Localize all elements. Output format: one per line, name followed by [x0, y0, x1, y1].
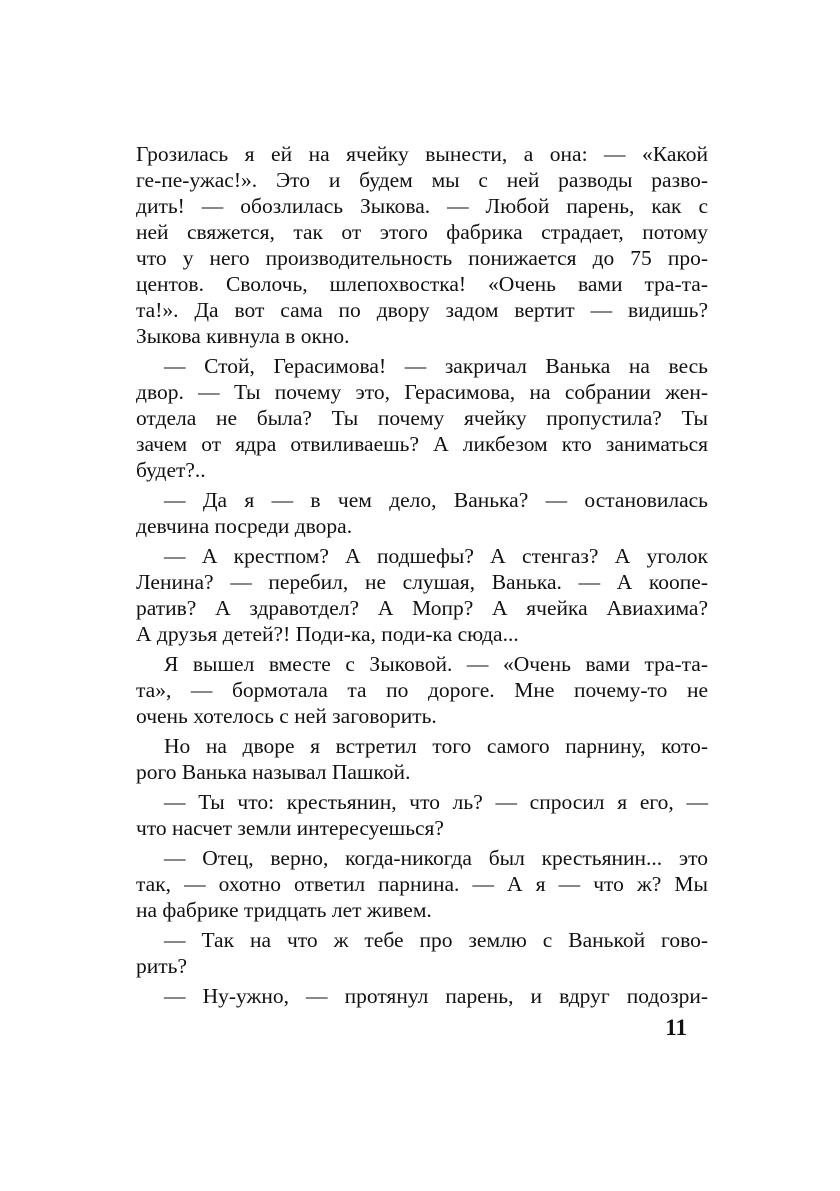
text-line: дить! — обозлилась Зыкова. — Любой парень, как с	[136, 194, 708, 218]
text-line: — Отец, верно, когда-никогда был крестьянин... это	[164, 846, 708, 870]
text-line: — Так на что ж тебе про землю с Ванькой гово-	[164, 928, 708, 952]
text-line: Грозилась я ей на ячейку вынести, а она: — «Какой	[136, 142, 708, 166]
text-line: будет?..	[136, 458, 206, 482]
text-line: на фабрике тридцать лет живем.	[136, 898, 432, 922]
text-line: рить?	[136, 954, 187, 978]
text-line: так, — охотно ответил парнина. — А я — что ж? Мы	[136, 872, 708, 896]
text-line: Зыкова кивнула в окно.	[136, 324, 350, 348]
text-line: ге-пе-ужас!». Это и будем мы с ней разводы разво-	[136, 168, 708, 192]
text-line: что у него производительность понижается до 75 про-	[136, 246, 708, 270]
text-line: Я вышел вместе с Зыковой. — «Очень вами тра-та-	[164, 652, 708, 676]
text-line: зачем от ядра отвиливаешь? А ликбезом кто заниматься	[136, 432, 708, 456]
text-line: центов. Сволочь, шлепохвостка! «Очень вами тра-та-	[136, 272, 708, 296]
page-number: 11	[665, 1015, 687, 1040]
text-line: очень хотелось с ней заговорить.	[136, 704, 437, 728]
text-line: — Стой, Герасимова! — закричал Ванька на весь	[164, 354, 708, 378]
text-line: ратив? А здравотдел? А Мопр? А ячейка Авиахима?	[136, 596, 708, 620]
text-line: — А крестпом? А подшефы? А стенгаз? А уголок	[164, 544, 708, 568]
text-line: — Ну-ужно, — протянул парень, и вдруг подозри-	[164, 984, 708, 1008]
page-body-text	[136, 141, 708, 1009]
text-line: что насчет земли интересуешься?	[136, 816, 444, 840]
text-line: рого Ванька называл Пашкой.	[136, 760, 411, 784]
text-line: двор. — Ты почему это, Герасимова, на собрании жен-	[136, 380, 708, 404]
text-line: Ленина? — перебил, не слушая, Ванька. — А коопе-	[136, 570, 708, 594]
text-line: отдела не была? Ты почему ячейку пропустила? Ты	[136, 406, 708, 430]
text-line: А друзья детей?! Поди-ка, поди-ка сюда...	[136, 622, 519, 646]
text-line: та!». Да вот сама по двору задом вертит — видишь?	[136, 298, 708, 322]
text-line: девчина посреди двора.	[136, 514, 353, 538]
text-line: ней свяжется, так от этого фабрика страдает, потому	[136, 220, 708, 244]
text-line: — Ты что: крестьянин, что ль? — спросил я его, —	[164, 790, 708, 814]
text-line: — Да я — в чем дело, Ванька? — остановилась	[164, 488, 708, 512]
text-line: Но на дворе я встретил того самого парнину, кото-	[164, 734, 708, 758]
text-line: та», — бормотала та по дороге. Мне почему-то не	[136, 678, 708, 702]
